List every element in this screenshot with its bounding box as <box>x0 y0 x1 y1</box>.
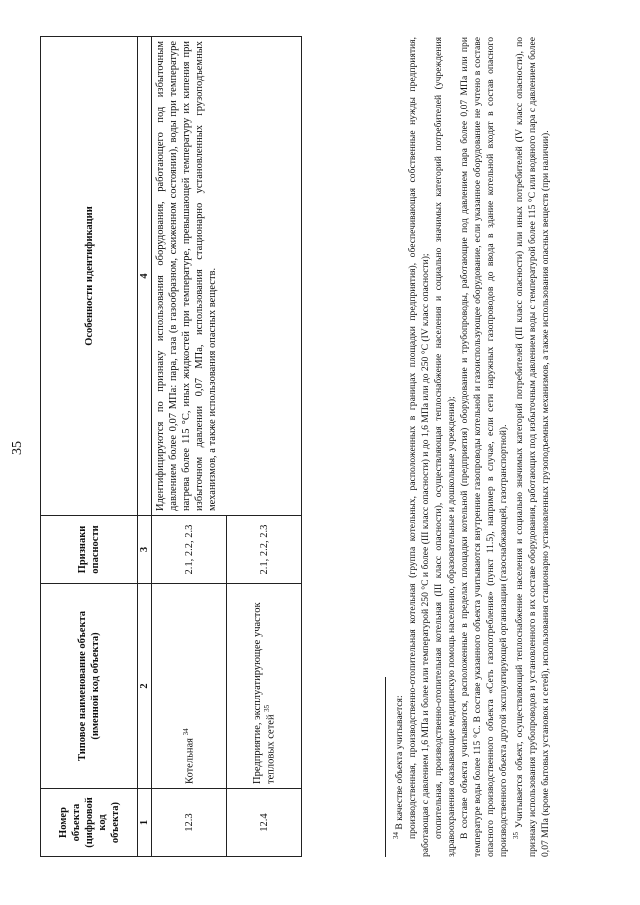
footnote-text: В качестве объекта учитывается: <box>394 695 406 830</box>
row-name <box>227 584 302 789</box>
column-number: 4 <box>138 37 152 516</box>
footnote-separator <box>385 677 386 857</box>
row-name-text: Предприятие, эксплуатирующее участок тепловых сетей <box>251 602 277 784</box>
column-number: 1 <box>138 789 152 857</box>
row-name <box>152 584 227 789</box>
column-number-row <box>138 37 152 857</box>
footnote-ref: 35 <box>262 704 271 712</box>
footnote-mark: 34 <box>392 832 400 839</box>
row-notes: Идентифицируются по признаку использования оборудования, работающего под избыточным давлением более 0,07 МПа: пара, газа (в газообразном, сжиженном состоянии), воды при температуре нагрева более 115 °C, иных жидкостей при температуре, превышающей температуру их кипения при избыточном давлении 0,07 МПа, использования стационарно установленных грузоподъемных механизмов, а также использования опасных веществ. <box>152 37 302 516</box>
column-number: 3 <box>138 516 152 584</box>
footnote-paragraph: В составе объекта учитываются, расположенные в пределах площадки котельной (предприятия) оборудование и трубопроводы, работающие под давлением пара более 0,07 МПа или при температуре воды более 115 °C. В составе указанного объекта учитываются внутренние газопроводы котельной и газоиспользующее оборудование, если указанное оборудование не учтено в составе опасного производственного объекта «Сеть газопотребления» (пункт 11.5), например в случае, если сети наружных газопроводов до ввода в здание котельной входят в состав опасного производственного объекта другой эксплуатирующей организации (газоснабжающей, газотранспортной). <box>459 37 510 857</box>
header-hazard-signs: Признаки опасности <box>41 516 138 584</box>
row-code: 12.3 <box>152 789 227 857</box>
footnote-ref: 34 <box>182 728 191 736</box>
column-number: 2 <box>138 584 152 789</box>
header-object-code: Номер объекта (цифровой код объекта) <box>41 789 138 857</box>
row-name-text: Котельная <box>184 738 196 784</box>
footnote-mark: 35 <box>512 832 521 839</box>
table-row <box>152 37 227 857</box>
table-header-row <box>41 37 138 857</box>
header-object-name: Типовое наименование объекта (именной код объекта) <box>41 584 138 789</box>
footnote-paragraph: отопительная, производственно-отопительная котельная (III класс опасности), осуществляющая теплоснабжение населения и социально значимых категорий потребителей (учреждения здравоохранения оказывающие медицинскую помощь населению, образовательные и дошкольные учреждения); <box>433 37 458 857</box>
header-identification-notes: Особенности идентификации <box>41 37 138 516</box>
identification-table <box>40 36 302 857</box>
row-code: 12.4 <box>227 789 302 857</box>
footnote-text: Учитывается объект, осуществляющий теплоснабжение населения и социально значимых категорий потребителей (III класс опасности) или иных потребителей (IV класс опасности), по признаку использования трубопроводов и установленного в их составе оборудования, работающих под избыточным давлением воды с температурой более 115 °C или водяного пара с давлением более 0,07 МПа (кроме бытовых установок и сетей), использования стационарно установленных грузоподъемных механизмов, а также использования опасных веществ (при наличии). <box>514 36 552 857</box>
row-signs: 2.1, 2.2, 2.3 <box>152 516 227 584</box>
footnotes <box>390 37 552 857</box>
row-signs: 2.1, 2.2, 2.3 <box>227 516 302 584</box>
footnote-35 <box>510 37 552 857</box>
footnote-paragraph: производственная, производственно-отопительная котельная (группа котельных, расположенных в границах площадки предприятия), обеспечивающая собственные нужды предприятия, работающая с давлением 1,6 МПа и более или температурой 250 °C и более (III класс опасности) и до 1,6 МПа или до 250 °C (IV класс опасности); <box>407 37 432 857</box>
footnote-34 <box>390 37 406 857</box>
page-number: 35 <box>10 441 25 455</box>
